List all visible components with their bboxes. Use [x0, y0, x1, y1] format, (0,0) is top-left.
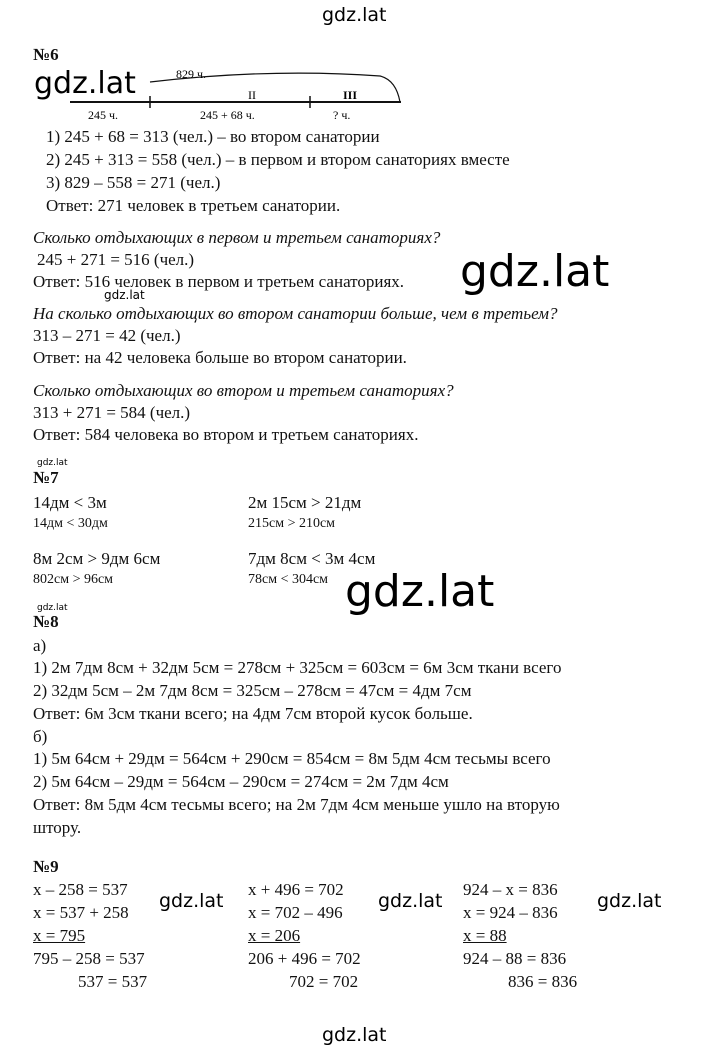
task-6-step-1: 1) 245 + 68 = 313 (чел.) – во втором санатории — [46, 127, 380, 146]
task-8-a-label: а) — [33, 636, 47, 655]
task-9-col-3-step: x = 924 – 836 — [463, 903, 558, 922]
task-7-row-2-right: 7дм 8см < 3м 4см — [248, 549, 376, 568]
watermark-n9-b: gdz.lat — [378, 890, 443, 912]
task-7-row-2-left-sub: 802см > 96см — [33, 572, 114, 587]
task-9-col-1-result: x = 795 — [33, 926, 86, 945]
task-8-b-line-1: 1) 5м 64см + 29дм = 564см + 290см = 854см = 8м 5дм 4см тесьмы всего — [33, 749, 551, 768]
watermark-n8-small: gdz.lat — [37, 603, 68, 613]
task-9-col-3-check-1: 924 – 88 = 836 — [463, 949, 567, 968]
task-9-col-1-eq: x – 258 = 537 — [33, 880, 128, 899]
task-9-number: №9 — [33, 857, 59, 876]
task-9-col-3-result: x = 88 — [463, 926, 507, 945]
seg2-label: 245 + 68 ч. — [200, 108, 255, 122]
watermark-mid-large: gdz.lat — [460, 246, 610, 297]
watermark-bottom: gdz.lat — [322, 1024, 387, 1046]
task-6-question-1: Сколько отдыхающих в первом и третьем санаториях? — [33, 228, 441, 247]
task-6-answer: Ответ: 271 человек в третьем санатории. — [46, 196, 341, 215]
task-8-b-answer-1: Ответ: 8м 5дм 4см тесьмы всего; на 2м 7дм 4см меньше ушло на вторую — [33, 795, 560, 814]
task-9-col-3-eq: 924 – x = 836 — [463, 880, 558, 899]
watermark-n9-c: gdz.lat — [597, 890, 662, 912]
task-6-step-3: 3) 829 – 558 = 271 (чел.) — [46, 173, 221, 192]
task-7-row-2-right-sub: 78см < 304см — [248, 572, 329, 587]
task-7-row-1-right-sub: 215см > 210см — [248, 516, 336, 531]
task-6-number: №6 — [33, 45, 59, 64]
task-6-question-3-answer: Ответ: 584 человека во втором и третьем санаториях. — [33, 425, 419, 444]
task-6-question-1-answer: Ответ: 516 человек в первом и третьем санаториях. — [33, 272, 405, 291]
seg1-label: 245 ч. — [88, 108, 119, 122]
segment-diagram — [0, 0, 720, 130]
watermark-n9-a: gdz.lat — [159, 890, 224, 912]
task-9-col-2-check-2: 702 = 702 — [289, 972, 359, 991]
task-9-col-2-result: x = 206 — [248, 926, 301, 945]
task-8-a-line-1: 1) 2м 7дм 8см + 32дм 5см = 278см + 325см = 603см = 6м 3см ткани всего — [33, 658, 562, 677]
task-9-col-2-check-1: 206 + 496 = 702 — [248, 949, 361, 968]
task-8-b-answer-2: штору. — [33, 818, 82, 837]
task-7-row-1-right: 2м 15см > 21дм — [248, 493, 362, 512]
task-8-a-line-2: 2) 32дм 5см – 2м 7дм 8см = 325см – 278см = 47см = 4дм 7см — [33, 681, 472, 700]
task-6-question-3: Сколько отдыхающих во втором и третьем санаториях? — [33, 381, 454, 400]
task-6-step-2: 2) 245 + 313 = 558 (чел.) – в первом и втором санаториях вместе — [46, 150, 510, 169]
task-7-row-1-left: 14дм < 3м — [33, 493, 107, 512]
task-6-question-2-answer: Ответ: на 42 человека больше во втором санатории. — [33, 348, 407, 367]
task-9-col-1-step: x = 537 + 258 — [33, 903, 129, 922]
task-8-b-label: б) — [33, 727, 48, 746]
task-9-col-1-check-2: 537 = 537 — [78, 972, 148, 991]
watermark-n7-large: gdz.lat — [345, 566, 495, 617]
task-6-question-2-calc: 313 – 271 = 42 (чел.) — [33, 326, 181, 345]
watermark-top: gdz.lat — [322, 4, 387, 26]
seg3-label: ? ч. — [333, 108, 351, 122]
total-label: 829 ч. — [176, 67, 207, 81]
task-8-number: №8 — [33, 612, 59, 631]
task-6-question-3-calc: 313 + 271 = 584 (чел.) — [33, 403, 191, 422]
task-6-question-2: На сколько отдыхающих во втором санатории больше, чем в третьем? — [33, 304, 558, 323]
watermark-n7-small: gdz.lat — [37, 458, 68, 468]
seg3-roman: III — [343, 88, 358, 102]
task-9-col-1-check-1: 795 – 258 = 537 — [33, 949, 145, 968]
task-9-col-2-eq: x + 496 = 702 — [248, 880, 344, 899]
task-8-b-line-2: 2) 5м 64см – 29дм = 564см – 290см = 274см = 2м 7дм 4см — [33, 772, 449, 791]
task-6-question-1-calc: 245 + 271 = 516 (чел.) — [37, 250, 195, 269]
task-7-row-2-left: 8м 2см > 9дм 6см — [33, 549, 161, 568]
task-9-col-2-step: x = 702 – 496 — [248, 903, 343, 922]
watermark-logo: gdz.lat — [34, 66, 136, 101]
task-7-row-1-left-sub: 14дм < 30дм — [33, 516, 108, 531]
task-8-a-answer: Ответ: 6м 3см ткани всего; на 4дм 7см второй кусок больше. — [33, 704, 473, 723]
task-7-number: №7 — [33, 468, 59, 487]
seg2-roman: II — [248, 88, 256, 102]
task-9-col-3-check-2: 836 = 836 — [508, 972, 578, 991]
watermark-mid-small: gdz.lat — [104, 288, 145, 302]
